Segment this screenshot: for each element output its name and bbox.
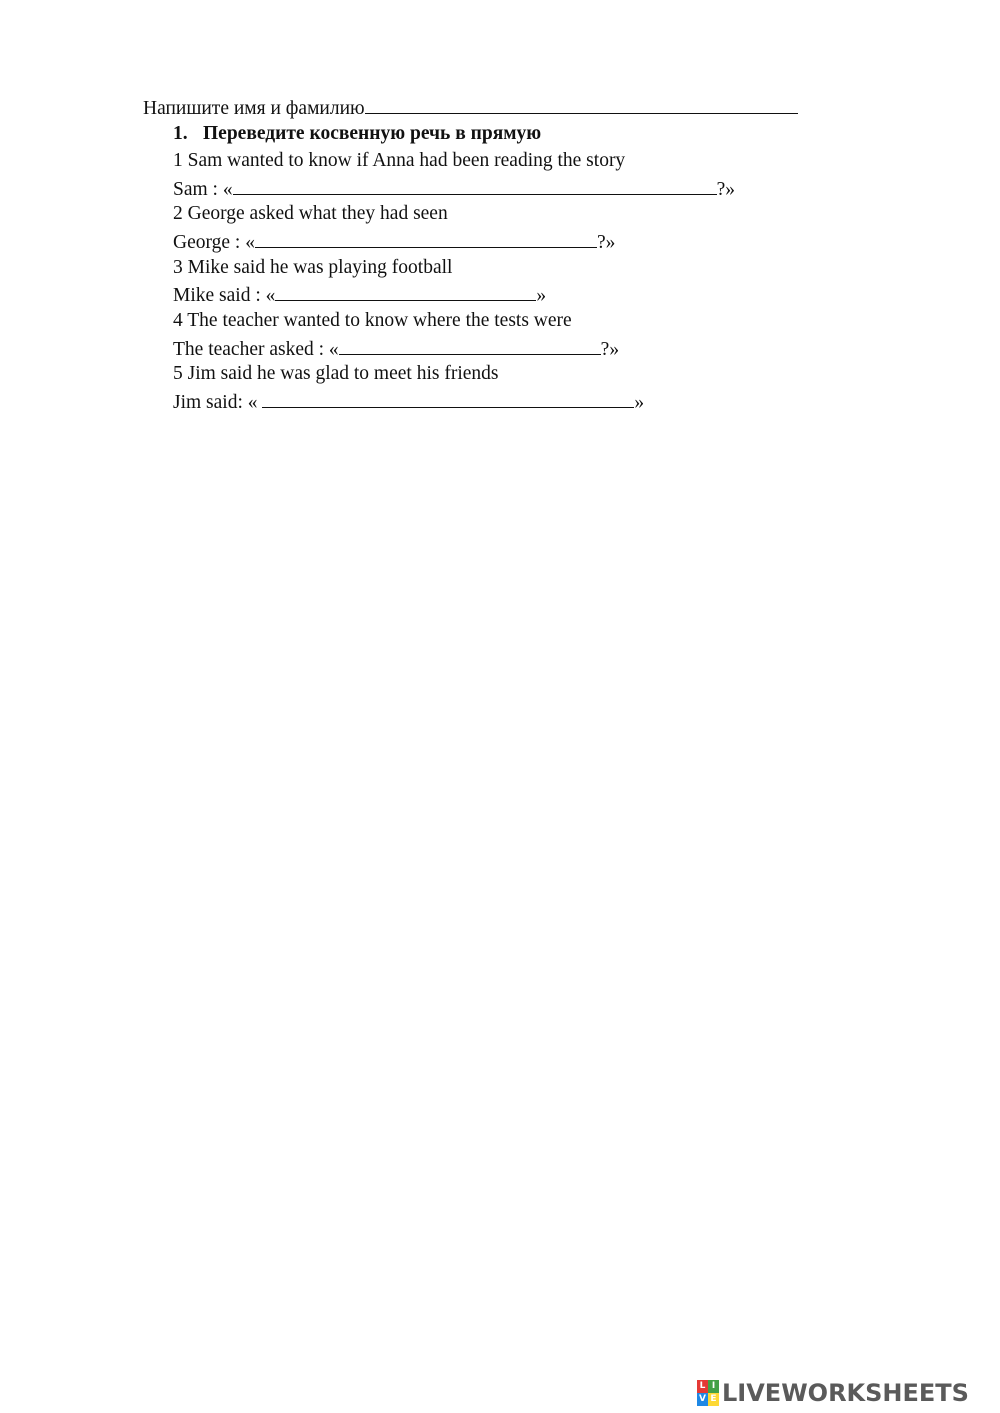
answer-blank[interactable] (339, 336, 601, 355)
answer-prefix: Jim said: « (173, 392, 263, 413)
logo-badge-icon (697, 1380, 719, 1406)
item-sentence: 4 The teacher wanted to know where the tests were (173, 310, 572, 331)
item-answer-row (173, 176, 735, 202)
answer-prefix: Sam : « (173, 179, 233, 200)
task-heading (173, 122, 541, 146)
item-answer-row (173, 282, 546, 308)
answer-blank[interactable] (255, 229, 597, 248)
item-sentence: 3 Mike said he was playing football (173, 257, 453, 278)
answer-suffix: ?» (596, 232, 616, 253)
answer-prefix: The teacher asked : « (173, 339, 339, 360)
task-title: Переведите косвенную речь в прямую (203, 123, 542, 144)
item-sentence: 2 George asked what they had seen (173, 203, 448, 224)
name-answer-blank[interactable] (365, 95, 798, 114)
answer-suffix: » (634, 392, 645, 413)
badge-letter: L (697, 1380, 708, 1393)
badge-letter: I (708, 1380, 719, 1393)
badge-letter: V (697, 1393, 708, 1406)
item-answer-row (173, 336, 619, 362)
name-row (143, 95, 798, 121)
liveworksheets-logo (697, 1378, 969, 1408)
answer-suffix: ?» (716, 179, 735, 200)
item-sentence: 1 Sam wanted to know if Anna had been reading the story (173, 150, 626, 171)
item-answer-row (173, 389, 644, 415)
logo-text: LIVEWORKSHEETS (722, 1379, 969, 1407)
item-answer-row (173, 229, 615, 255)
answer-prefix: George : « (173, 232, 255, 253)
answer-blank[interactable] (233, 176, 717, 195)
answer-suffix: ?» (600, 339, 620, 360)
badge-letter: E (708, 1393, 719, 1406)
answer-suffix: » (536, 285, 547, 306)
answer-blank[interactable] (275, 282, 536, 301)
answer-prefix: Mike said : « (173, 285, 276, 306)
name-prompt: Напишите имя и фамилию (143, 98, 365, 119)
item-sentence: 5 Jim said he was glad to meet his friends (173, 363, 499, 384)
answer-blank[interactable] (262, 389, 634, 408)
task-number: 1. (173, 123, 188, 144)
